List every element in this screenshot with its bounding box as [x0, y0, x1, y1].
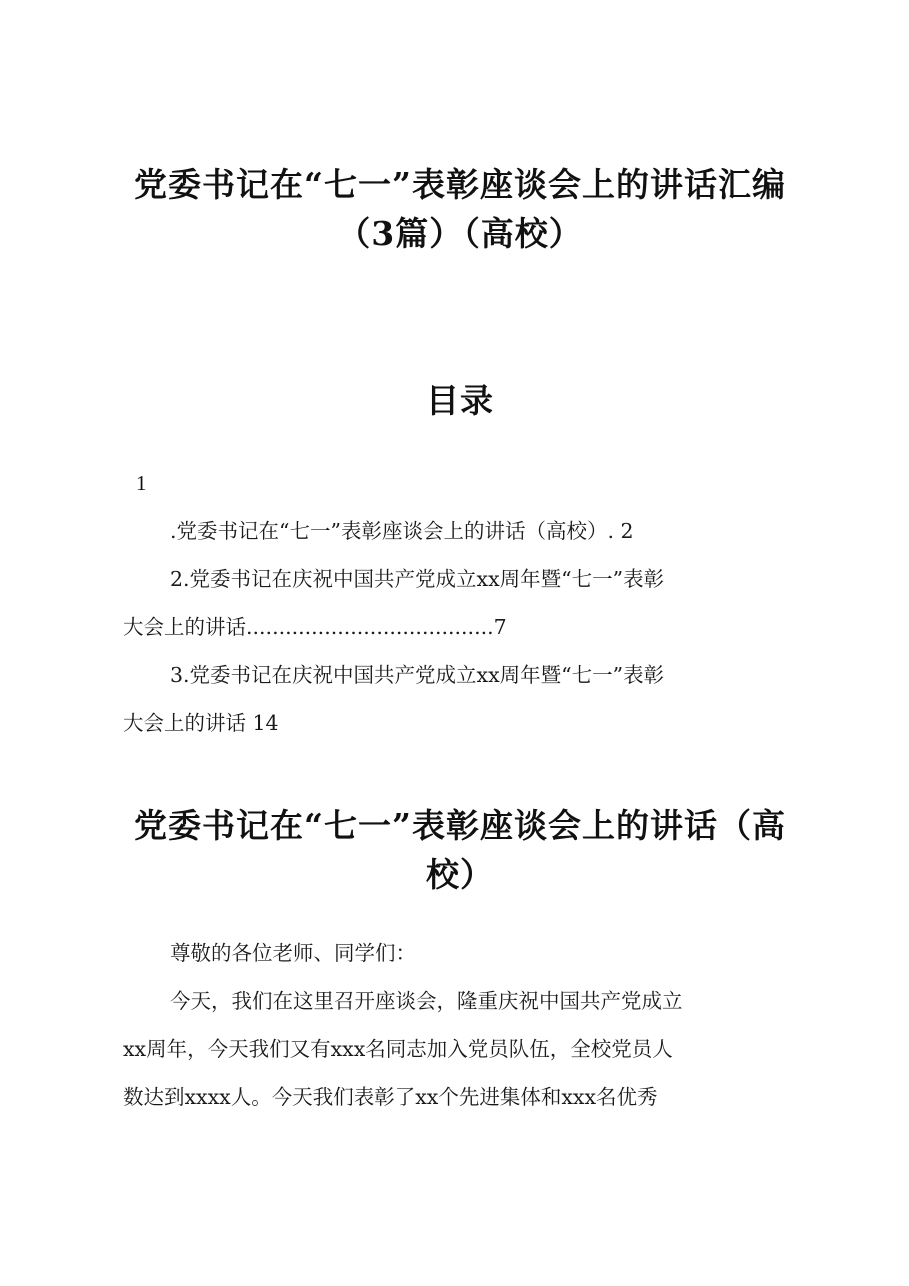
document-title-line-2: （3篇）（高校）	[337, 214, 583, 253]
toc-item-2-line-1[interactable]: 2.党委书记在庆祝中国共产党成立xx周年暨“七一”表彰	[170, 567, 665, 591]
body-paragraph-1-line-1: 今天，我们在这里召开座谈会，隆重庆祝中国共产党成立	[170, 989, 683, 1013]
toc-item-1[interactable]: .党委书记在“七一”表彰座谈会上的讲话（高校）. 2	[170, 519, 634, 543]
body-paragraph-1-line-2: xx周年，今天我们又有xxx名同志加入党员队伍，全校党员人	[123, 1037, 673, 1061]
section-title-line-1: 党委书记在“七一”表彰座谈会上的讲话（高	[134, 806, 786, 845]
document-title-line-1: 党委书记在“七一”表彰座谈会上的讲话汇编	[134, 165, 786, 204]
body-paragraph-1-line-3: 数达到xxxx人。今天我们表彰了xx个先进集体和xxx名优秀	[123, 1085, 658, 1109]
toc-item-2-line-2[interactable]: 大会上的讲话......................................7	[123, 615, 507, 639]
toc-item-3-line-2[interactable]: 大会上的讲话 14	[123, 711, 279, 735]
toc-heading: 目录	[426, 381, 494, 420]
body-greeting: 尊敬的各位老师、同学们：	[170, 941, 416, 965]
toc-item-3-line-1[interactable]: 3.党委书记在庆祝中国共产党成立xx周年暨“七一”表彰	[170, 663, 665, 687]
section-title-line-2: 校）	[426, 855, 494, 894]
toc-number: 1	[136, 471, 147, 495]
